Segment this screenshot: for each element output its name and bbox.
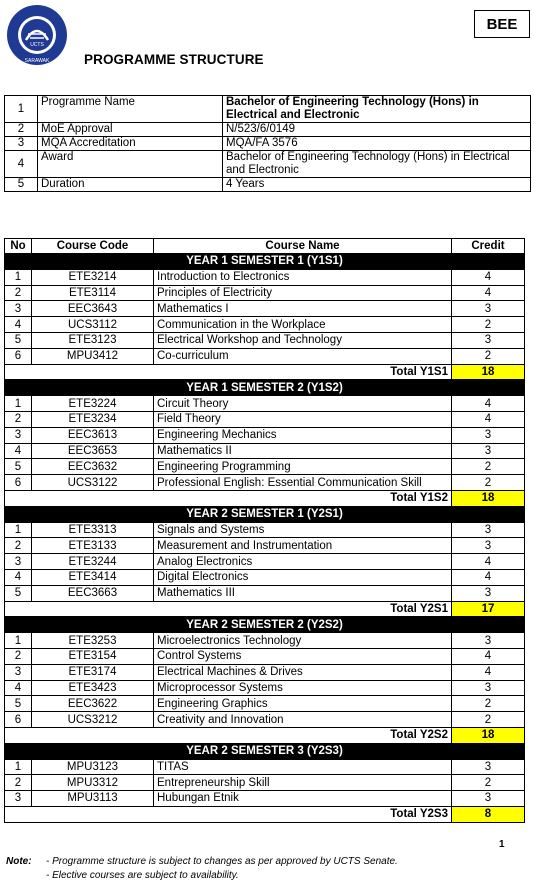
course-credit: 3 bbox=[452, 633, 525, 649]
ucts-logo bbox=[6, 4, 68, 66]
semester-total-label: Total Y1S2 bbox=[5, 490, 452, 506]
course-row bbox=[5, 475, 525, 491]
svg-text:UCTS: UCTS bbox=[30, 42, 44, 48]
course-row bbox=[5, 348, 525, 364]
course-credit: 2 bbox=[452, 475, 525, 491]
info-number: 1 bbox=[5, 96, 38, 123]
course-name: Engineering Graphics bbox=[154, 696, 452, 712]
course-row bbox=[5, 269, 525, 285]
course-number: 3 bbox=[5, 301, 32, 317]
course-number: 1 bbox=[5, 269, 32, 285]
course-code: MPU3312 bbox=[32, 775, 154, 791]
page-number: 1 bbox=[499, 839, 505, 850]
course-credit: 2 bbox=[452, 459, 525, 475]
semester-total-credit: 17 bbox=[452, 601, 525, 617]
course-row bbox=[5, 569, 525, 585]
course-credit: 3 bbox=[452, 443, 525, 459]
course-structure-table bbox=[4, 238, 525, 823]
course-credit: 4 bbox=[452, 569, 525, 585]
course-name: Mathematics II bbox=[154, 443, 452, 459]
course-code: EEC3622 bbox=[32, 696, 154, 712]
course-number: 5 bbox=[5, 332, 32, 348]
course-number: 2 bbox=[5, 648, 32, 664]
course-credit: 2 bbox=[452, 696, 525, 712]
programme-info-row bbox=[5, 96, 531, 123]
course-name: Measurement and Instrumentation bbox=[154, 538, 452, 554]
course-row bbox=[5, 585, 525, 601]
course-code: UCS3122 bbox=[32, 475, 154, 491]
semester-total-credit: 18 bbox=[452, 364, 525, 380]
semester-total-row bbox=[5, 490, 525, 506]
semester-total-label: Total Y2S1 bbox=[5, 601, 452, 617]
course-number: 6 bbox=[5, 712, 32, 728]
course-number: 5 bbox=[5, 696, 32, 712]
course-credit: 4 bbox=[452, 411, 525, 427]
course-number: 4 bbox=[5, 569, 32, 585]
course-credit: 4 bbox=[452, 554, 525, 570]
course-code: ETE3133 bbox=[32, 538, 154, 554]
info-label: MoE Approval bbox=[38, 123, 223, 137]
course-name: Field Theory bbox=[154, 411, 452, 427]
semester-title: YEAR 2 SEMESTER 2 (Y2S2) bbox=[5, 617, 525, 633]
course-credit: 2 bbox=[452, 348, 525, 364]
course-number: 1 bbox=[5, 759, 32, 775]
course-credit: 4 bbox=[452, 648, 525, 664]
semester-total-label: Total Y2S2 bbox=[5, 727, 452, 743]
course-code: MPU3113 bbox=[32, 791, 154, 807]
course-credit: 4 bbox=[452, 664, 525, 680]
course-name: Signals and Systems bbox=[154, 522, 452, 538]
course-code: UCS3112 bbox=[32, 317, 154, 333]
course-row bbox=[5, 538, 525, 554]
course-number: 3 bbox=[5, 664, 32, 680]
course-credit: 4 bbox=[452, 285, 525, 301]
footer-note bbox=[6, 855, 398, 883]
header-course-name: Course Name bbox=[154, 239, 452, 254]
course-number: 5 bbox=[5, 459, 32, 475]
semester-total-row bbox=[5, 601, 525, 617]
info-value: Bachelor of Engineering Technology (Hons) in Electrical and Electronic bbox=[223, 96, 531, 123]
course-row bbox=[5, 791, 525, 807]
course-code: MPU3412 bbox=[32, 348, 154, 364]
info-label: Duration bbox=[38, 178, 223, 192]
course-code: EEC3653 bbox=[32, 443, 154, 459]
programme-info-row bbox=[5, 137, 531, 151]
course-code: ETE3214 bbox=[32, 269, 154, 285]
programme-info-row bbox=[5, 123, 531, 137]
course-row bbox=[5, 522, 525, 538]
course-row bbox=[5, 664, 525, 680]
info-label: Programme Name bbox=[38, 96, 223, 123]
info-number: 2 bbox=[5, 123, 38, 137]
info-label: MQA Accreditation bbox=[38, 137, 223, 151]
semester-total-label: Total Y2S3 bbox=[5, 806, 452, 822]
semester-total-credit: 8 bbox=[452, 806, 525, 822]
course-credit: 2 bbox=[452, 712, 525, 728]
semester-header-row bbox=[5, 506, 525, 522]
course-name: Control Systems bbox=[154, 648, 452, 664]
course-number: 3 bbox=[5, 791, 32, 807]
info-number: 3 bbox=[5, 137, 38, 151]
course-code: MPU3123 bbox=[32, 759, 154, 775]
course-row bbox=[5, 680, 525, 696]
header-no: No bbox=[5, 239, 32, 254]
course-row bbox=[5, 459, 525, 475]
course-code: ETE3253 bbox=[32, 633, 154, 649]
semester-total-credit: 18 bbox=[452, 490, 525, 506]
course-row bbox=[5, 648, 525, 664]
semester-header-row bbox=[5, 617, 525, 633]
course-code: ETE3244 bbox=[32, 554, 154, 570]
course-number: 2 bbox=[5, 411, 32, 427]
semester-title: YEAR 2 SEMESTER 1 (Y2S1) bbox=[5, 506, 525, 522]
programme-code-badge: BEE bbox=[474, 10, 530, 38]
course-credit: 3 bbox=[452, 759, 525, 775]
course-name: Mathematics III bbox=[154, 585, 452, 601]
course-name: Electrical Workshop and Technology bbox=[154, 332, 452, 348]
course-code: EEC3632 bbox=[32, 459, 154, 475]
semester-title: YEAR 1 SEMESTER 2 (Y1S2) bbox=[5, 380, 525, 396]
course-credit: 3 bbox=[452, 332, 525, 348]
semester-header-row bbox=[5, 743, 525, 759]
course-code: EEC3643 bbox=[32, 301, 154, 317]
info-value: MQA/FA 3576 bbox=[223, 137, 531, 151]
course-name: Digital Electronics bbox=[154, 569, 452, 585]
course-credit: 3 bbox=[452, 585, 525, 601]
course-name: Creativity and Innovation bbox=[154, 712, 452, 728]
info-number: 5 bbox=[5, 178, 38, 192]
course-row bbox=[5, 775, 525, 791]
course-row bbox=[5, 427, 525, 443]
course-number: 1 bbox=[5, 633, 32, 649]
course-code: ETE3174 bbox=[32, 664, 154, 680]
course-row bbox=[5, 332, 525, 348]
course-credit: 3 bbox=[452, 538, 525, 554]
course-number: 2 bbox=[5, 285, 32, 301]
course-code: ETE3313 bbox=[32, 522, 154, 538]
programme-info-row bbox=[5, 151, 531, 178]
course-number: 5 bbox=[5, 585, 32, 601]
course-number: 3 bbox=[5, 427, 32, 443]
info-value: Bachelor of Engineering Technology (Hons) in Electrical and Electronic bbox=[223, 151, 531, 178]
info-number: 4 bbox=[5, 151, 38, 178]
programme-info-table bbox=[4, 95, 531, 192]
course-name: Mathematics I bbox=[154, 301, 452, 317]
svg-text:SARAWAK: SARAWAK bbox=[24, 58, 50, 64]
course-credit: 3 bbox=[452, 522, 525, 538]
course-row bbox=[5, 301, 525, 317]
course-row bbox=[5, 411, 525, 427]
course-name: Professional English: Essential Communication Skill bbox=[154, 475, 452, 491]
table-header-row bbox=[5, 239, 525, 254]
course-number: 3 bbox=[5, 554, 32, 570]
course-row bbox=[5, 443, 525, 459]
course-credit: 4 bbox=[452, 396, 525, 412]
course-credit: 2 bbox=[452, 317, 525, 333]
course-code: EEC3613 bbox=[32, 427, 154, 443]
course-credit: 3 bbox=[452, 791, 525, 807]
course-credit: 4 bbox=[452, 269, 525, 285]
course-number: 1 bbox=[5, 396, 32, 412]
semester-total-row bbox=[5, 806, 525, 822]
info-value: N/523/6/0149 bbox=[223, 123, 531, 137]
info-value: 4 Years bbox=[223, 178, 531, 192]
course-credit: 3 bbox=[452, 427, 525, 443]
course-name: Electrical Machines & Drives bbox=[154, 664, 452, 680]
semester-total-row bbox=[5, 727, 525, 743]
course-name: Analog Electronics bbox=[154, 554, 452, 570]
course-name: Circuit Theory bbox=[154, 396, 452, 412]
course-credit: 3 bbox=[452, 301, 525, 317]
course-name: Introduction to Electronics bbox=[154, 269, 452, 285]
course-number: 4 bbox=[5, 443, 32, 459]
course-name: Microprocessor Systems bbox=[154, 680, 452, 696]
course-name: Entrepreneurship Skill bbox=[154, 775, 452, 791]
note-label: Note: bbox=[6, 856, 32, 867]
course-credit: 2 bbox=[452, 775, 525, 791]
course-row bbox=[5, 633, 525, 649]
course-row bbox=[5, 317, 525, 333]
course-code: ETE3224 bbox=[32, 396, 154, 412]
semester-header-row bbox=[5, 254, 525, 270]
note-line-2: - Elective courses are subject to availability. bbox=[46, 870, 239, 881]
course-name: Microelectronics Technology bbox=[154, 633, 452, 649]
course-code: ETE3154 bbox=[32, 648, 154, 664]
course-code: ETE3423 bbox=[32, 680, 154, 696]
course-row bbox=[5, 712, 525, 728]
course-number: 6 bbox=[5, 475, 32, 491]
course-number: 2 bbox=[5, 538, 32, 554]
semester-title: YEAR 2 SEMESTER 3 (Y2S3) bbox=[5, 743, 525, 759]
course-name: Engineering Mechanics bbox=[154, 427, 452, 443]
course-row bbox=[5, 759, 525, 775]
course-number: 4 bbox=[5, 317, 32, 333]
course-row bbox=[5, 396, 525, 412]
course-number: 2 bbox=[5, 775, 32, 791]
course-number: 1 bbox=[5, 522, 32, 538]
course-name: TITAS bbox=[154, 759, 452, 775]
course-name: Hubungan Etnik bbox=[154, 791, 452, 807]
course-code: UCS3212 bbox=[32, 712, 154, 728]
course-name: Principles of Electricity bbox=[154, 285, 452, 301]
course-code: ETE3234 bbox=[32, 411, 154, 427]
course-number: 6 bbox=[5, 348, 32, 364]
semester-title: YEAR 1 SEMESTER 1 (Y1S1) bbox=[5, 254, 525, 270]
header-credit: Credit bbox=[452, 239, 525, 254]
page-title: PROGRAMME STRUCTURE bbox=[84, 52, 264, 67]
info-label: Award bbox=[38, 151, 223, 178]
course-credit: 3 bbox=[452, 680, 525, 696]
course-row bbox=[5, 696, 525, 712]
course-code: ETE3123 bbox=[32, 332, 154, 348]
course-code: EEC3663 bbox=[32, 585, 154, 601]
course-code: ETE3114 bbox=[32, 285, 154, 301]
semester-total-credit: 18 bbox=[452, 727, 525, 743]
course-name: Engineering Programming bbox=[154, 459, 452, 475]
semester-header-row bbox=[5, 380, 525, 396]
course-row bbox=[5, 554, 525, 570]
course-name: Co-curriculum bbox=[154, 348, 452, 364]
semester-total-row bbox=[5, 364, 525, 380]
semester-total-label: Total Y1S1 bbox=[5, 364, 452, 380]
programme-info-row bbox=[5, 178, 531, 192]
note-line-1: - Programme structure is subject to changes as per approved by UCTS Senate. bbox=[46, 856, 398, 867]
course-row bbox=[5, 285, 525, 301]
course-name: Communication in the Workplace bbox=[154, 317, 452, 333]
header-course-code: Course Code bbox=[32, 239, 154, 254]
course-number: 4 bbox=[5, 680, 32, 696]
course-code: ETE3414 bbox=[32, 569, 154, 585]
